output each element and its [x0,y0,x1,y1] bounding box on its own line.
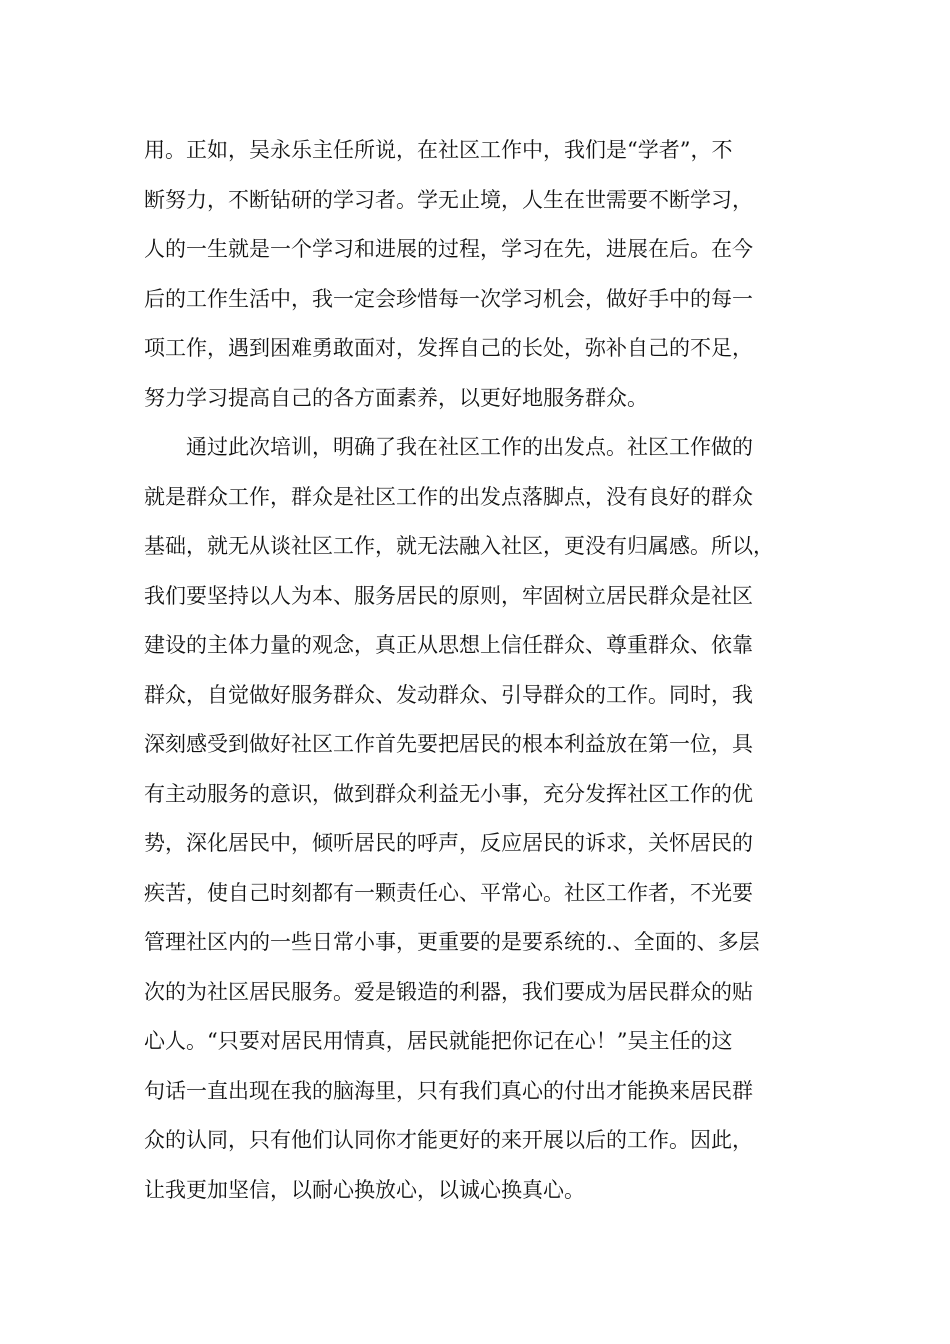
paragraph-2 [144,427,824,1219]
text-line: 让我更加坚信，以耐心换放心，以诚心换真心。 [144,1177,585,1202]
text-line: 断努力，不断钻研的学习者。学无止境，人生在世需要不断学习， [144,187,753,212]
text-line: 用。正如，吴永乐主任所说，在社区工作中，我们是“学者”，不 [144,138,733,162]
text-line: 就是群众工作，群众是社区工作的出发点落脚点，没有良好的群众 [144,484,753,509]
text-line: 项工作，遇到困难勇敢面对，发挥自己的长处，弥补自己的不足， [144,336,753,360]
text-line: 后的工作生活中，我一定会珍惜每一次学习机会，做好手中的每一 [144,286,753,311]
text-line: 深刻感受到做好社区工作首先要把居民的根本利益放在第一位，具 [144,732,753,756]
text-line: 次的为社区居民服务。爱是锻造的利器，我们要成为居民群众的贴 [144,979,753,1004]
text-line: 心人。“只要对居民用情真，居民就能把你记在心！”吴主任的这 [144,1029,733,1053]
text-line: 势，深化居民中，倾听居民的呼声，反应居民的诉求，关怀居民的 [144,831,753,855]
text-line: 众的认同，只有他们认同你才能更好的来开展以后的工作。因此， [144,1128,753,1152]
text-line: 努力学习提高自己的各方面素养，以更好地服务群众。 [144,385,648,410]
text-line: 我们要坚持以人为本、服务居民的原则，牢固树立居民群众是社区 [144,583,753,608]
text-line: 群众，自觉做好服务群众、发动群众、引导群众的工作。同时，我 [144,682,753,707]
document-body [144,130,824,1219]
text-line: 管理社区内的一些日常小事，更重要的是要系统的.、全面的、多层 [144,930,760,954]
text-line: 人的一生就是一个学习和进展的过程，学习在先，进展在后。在今 [144,237,753,261]
text-line: 句话一直出现在我的脑海里，只有我们真心的付出才能换来居民群 [144,1078,753,1103]
text-line: 疾苦，使自己时刻都有一颗责任心、平常心。社区工作者，不光要 [144,880,753,905]
text-line: 有主动服务的意识，做到群众利益无小事，充分发挥社区工作的优 [144,781,753,806]
paragraph-1 [144,130,824,427]
text-line: 建设的主体力量的观念，真正从思想上信任群众、尊重群众、依靠 [144,633,753,657]
text-line: 通过此次培训，明确了我在社区工作的出发点。社区工作做的 [144,435,753,459]
text-line: 基础，就无从谈社区工作，就无法融入社区，更没有归属感。所以， [144,534,774,558]
